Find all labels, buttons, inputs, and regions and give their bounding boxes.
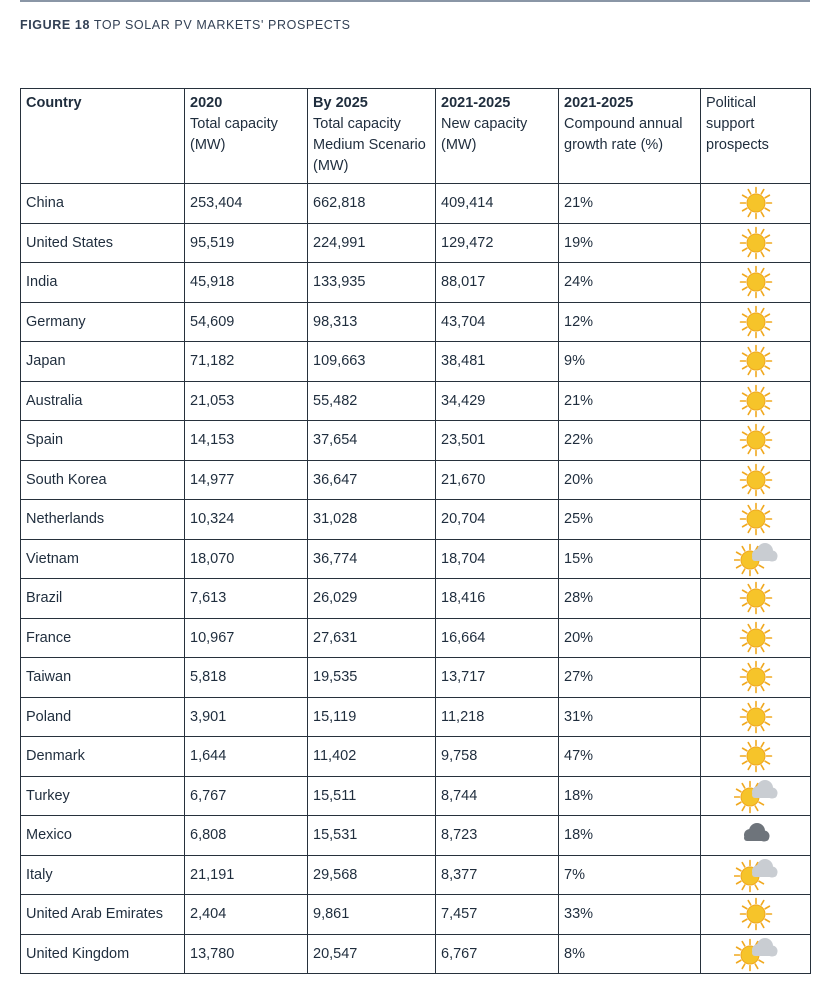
new-capacity-cell: 20,704 <box>436 500 559 540</box>
column-header-subtitle: Compound annual growth rate (%) <box>564 116 683 153</box>
table-row <box>21 618 811 658</box>
country-cell: France <box>21 618 185 658</box>
capacity-2025-cell: 37,654 <box>308 421 436 461</box>
capacity-2020-cell: 7,613 <box>185 579 308 619</box>
sun-cloud-icon <box>734 778 778 814</box>
capacity-2020-cell: 10,324 <box>185 500 308 540</box>
cagr-cell: 8% <box>559 934 701 974</box>
sun-icon <box>734 185 778 221</box>
political-support-cell <box>701 342 811 382</box>
capacity-2025-cell: 55,482 <box>308 381 436 421</box>
column-header-subtitle: Total capacity Medium Scenario (MW) <box>313 116 426 174</box>
solar-markets-table <box>20 88 811 974</box>
header-row <box>21 89 811 184</box>
capacity-2025-cell: 15,119 <box>308 697 436 737</box>
new-capacity-cell: 43,704 <box>436 302 559 342</box>
country-cell: Japan <box>21 342 185 382</box>
capacity-2020-cell: 3,901 <box>185 697 308 737</box>
table-row <box>21 816 811 856</box>
capacity-2025-cell: 36,647 <box>308 460 436 500</box>
country-cell: United States <box>21 223 185 263</box>
top-rule <box>20 0 810 2</box>
table-row <box>21 895 811 935</box>
cagr-cell: 22% <box>559 421 701 461</box>
country-cell: South Korea <box>21 460 185 500</box>
political-support-cell <box>701 421 811 461</box>
country-cell: United Kingdom <box>21 934 185 974</box>
country-cell: Australia <box>21 381 185 421</box>
new-capacity-cell: 21,670 <box>436 460 559 500</box>
column-header-title: 2021-2025 <box>441 95 511 111</box>
new-capacity-cell: 129,472 <box>436 223 559 263</box>
country-cell: Italy <box>21 855 185 895</box>
country-cell: Denmark <box>21 737 185 777</box>
sun-icon <box>734 304 778 340</box>
cagr-cell: 31% <box>559 697 701 737</box>
political-support-cell <box>701 776 811 816</box>
capacity-2025-cell: 224,991 <box>308 223 436 263</box>
political-support-cell <box>701 500 811 540</box>
capacity-2020-cell: 18,070 <box>185 539 308 579</box>
table-row <box>21 855 811 895</box>
capacity-2025-cell: 29,568 <box>308 855 436 895</box>
political-support-cell <box>701 381 811 421</box>
capacity-2020-cell: 21,053 <box>185 381 308 421</box>
sun-cloud-icon <box>734 857 778 893</box>
political-support-cell <box>701 658 811 698</box>
cagr-cell: 18% <box>559 816 701 856</box>
column-header <box>308 89 436 184</box>
country-cell: Vietnam <box>21 539 185 579</box>
new-capacity-cell: 7,457 <box>436 895 559 935</box>
new-capacity-cell: 34,429 <box>436 381 559 421</box>
table-row <box>21 342 811 382</box>
capacity-2025-cell: 133,935 <box>308 263 436 303</box>
table-row <box>21 737 811 777</box>
cagr-cell: 9% <box>559 342 701 382</box>
capacity-2020-cell: 14,977 <box>185 460 308 500</box>
country-cell: Taiwan <box>21 658 185 698</box>
country-cell: China <box>21 184 185 224</box>
capacity-2025-cell: 11,402 <box>308 737 436 777</box>
political-support-cell <box>701 184 811 224</box>
table-body <box>21 184 811 974</box>
new-capacity-cell: 18,704 <box>436 539 559 579</box>
capacity-2025-cell: 15,511 <box>308 776 436 816</box>
cagr-cell: 19% <box>559 223 701 263</box>
new-capacity-cell: 6,767 <box>436 934 559 974</box>
cagr-cell: 27% <box>559 658 701 698</box>
capacity-2020-cell: 45,918 <box>185 263 308 303</box>
capacity-2020-cell: 95,519 <box>185 223 308 263</box>
capacity-2025-cell: 662,818 <box>308 184 436 224</box>
new-capacity-cell: 8,723 <box>436 816 559 856</box>
political-support-cell <box>701 816 811 856</box>
political-support-cell <box>701 855 811 895</box>
cagr-cell: 24% <box>559 263 701 303</box>
country-cell: Mexico <box>21 816 185 856</box>
political-support-cell <box>701 737 811 777</box>
new-capacity-cell: 8,744 <box>436 776 559 816</box>
table-row <box>21 223 811 263</box>
political-support-cell <box>701 895 811 935</box>
column-header <box>701 89 811 184</box>
sun-cloud-icon <box>734 541 778 577</box>
cagr-cell: 7% <box>559 855 701 895</box>
new-capacity-cell: 38,481 <box>436 342 559 382</box>
political-support-cell <box>701 460 811 500</box>
political-support-cell <box>701 223 811 263</box>
table-row <box>21 381 811 421</box>
table-row <box>21 934 811 974</box>
capacity-2020-cell: 6,808 <box>185 816 308 856</box>
country-cell: Netherlands <box>21 500 185 540</box>
table-row <box>21 302 811 342</box>
cagr-cell: 12% <box>559 302 701 342</box>
political-support-cell <box>701 539 811 579</box>
cagr-cell: 47% <box>559 737 701 777</box>
cagr-cell: 15% <box>559 539 701 579</box>
cagr-cell: 21% <box>559 381 701 421</box>
sun-icon <box>734 896 778 932</box>
new-capacity-cell: 9,758 <box>436 737 559 777</box>
capacity-2020-cell: 21,191 <box>185 855 308 895</box>
capacity-2025-cell: 20,547 <box>308 934 436 974</box>
figure-title-text: TOP SOLAR PV MARKETS' PROSPECTS <box>93 18 351 32</box>
sun-icon <box>734 580 778 616</box>
capacity-2025-cell: 19,535 <box>308 658 436 698</box>
capacity-2025-cell: 27,631 <box>308 618 436 658</box>
figure-title <box>20 18 351 32</box>
capacity-2020-cell: 253,404 <box>185 184 308 224</box>
capacity-2020-cell: 6,767 <box>185 776 308 816</box>
new-capacity-cell: 23,501 <box>436 421 559 461</box>
capacity-2025-cell: 31,028 <box>308 500 436 540</box>
capacity-2020-cell: 13,780 <box>185 934 308 974</box>
figure-label: FIGURE 18 <box>20 18 90 32</box>
country-cell: Germany <box>21 302 185 342</box>
cagr-cell: 20% <box>559 460 701 500</box>
political-support-cell <box>701 263 811 303</box>
column-header-title: By 2025 <box>313 95 368 111</box>
political-support-cell <box>701 697 811 737</box>
table-row <box>21 539 811 579</box>
political-support-cell <box>701 618 811 658</box>
capacity-2020-cell: 5,818 <box>185 658 308 698</box>
capacity-2025-cell: 15,531 <box>308 816 436 856</box>
capacity-2020-cell: 71,182 <box>185 342 308 382</box>
column-header-title: 2021-2025 <box>564 95 634 111</box>
political-support-cell <box>701 579 811 619</box>
table-row <box>21 421 811 461</box>
sun-icon <box>734 699 778 735</box>
cagr-cell: 28% <box>559 579 701 619</box>
capacity-2025-cell: 9,861 <box>308 895 436 935</box>
column-header <box>436 89 559 184</box>
sun-icon <box>734 343 778 379</box>
column-header <box>21 89 185 184</box>
table-row <box>21 500 811 540</box>
column-header-title: 2020 <box>190 95 223 111</box>
country-cell: Poland <box>21 697 185 737</box>
sun-icon <box>734 462 778 498</box>
table-row <box>21 263 811 303</box>
new-capacity-cell: 18,416 <box>436 579 559 619</box>
sun-icon <box>734 738 778 774</box>
table-row <box>21 184 811 224</box>
sun-icon <box>734 383 778 419</box>
column-header <box>559 89 701 184</box>
sun-icon <box>734 501 778 537</box>
capacity-2020-cell: 10,967 <box>185 618 308 658</box>
column-header-subtitle: New capacity (MW) <box>441 116 528 153</box>
country-cell: Turkey <box>21 776 185 816</box>
table-row <box>21 579 811 619</box>
column-header-subtitle: Political support prospects <box>706 95 769 153</box>
cagr-cell: 18% <box>559 776 701 816</box>
column-header <box>185 89 308 184</box>
capacity-2025-cell: 36,774 <box>308 539 436 579</box>
cloud-icon <box>734 817 778 853</box>
cagr-cell: 20% <box>559 618 701 658</box>
table-row <box>21 658 811 698</box>
new-capacity-cell: 13,717 <box>436 658 559 698</box>
new-capacity-cell: 16,664 <box>436 618 559 658</box>
country-cell: India <box>21 263 185 303</box>
sun-icon <box>734 264 778 300</box>
new-capacity-cell: 8,377 <box>436 855 559 895</box>
sun-cloud-icon <box>734 936 778 972</box>
country-cell: Brazil <box>21 579 185 619</box>
capacity-2020-cell: 54,609 <box>185 302 308 342</box>
capacity-2020-cell: 14,153 <box>185 421 308 461</box>
cagr-cell: 33% <box>559 895 701 935</box>
new-capacity-cell: 11,218 <box>436 697 559 737</box>
political-support-cell <box>701 302 811 342</box>
capacity-2025-cell: 26,029 <box>308 579 436 619</box>
sun-icon <box>734 225 778 261</box>
cagr-cell: 25% <box>559 500 701 540</box>
table-row <box>21 776 811 816</box>
table-row <box>21 460 811 500</box>
sun-icon <box>734 620 778 656</box>
sun-icon <box>734 659 778 695</box>
table-row <box>21 697 811 737</box>
column-header-title: Country <box>26 95 82 111</box>
political-support-cell <box>701 934 811 974</box>
country-cell: Spain <box>21 421 185 461</box>
capacity-2025-cell: 98,313 <box>308 302 436 342</box>
sun-icon <box>734 422 778 458</box>
column-header-subtitle: Total capacity (MW) <box>190 116 278 153</box>
new-capacity-cell: 409,414 <box>436 184 559 224</box>
country-cell: United Arab Emirates <box>21 895 185 935</box>
cagr-cell: 21% <box>559 184 701 224</box>
capacity-2025-cell: 109,663 <box>308 342 436 382</box>
capacity-2020-cell: 1,644 <box>185 737 308 777</box>
new-capacity-cell: 88,017 <box>436 263 559 303</box>
capacity-2020-cell: 2,404 <box>185 895 308 935</box>
